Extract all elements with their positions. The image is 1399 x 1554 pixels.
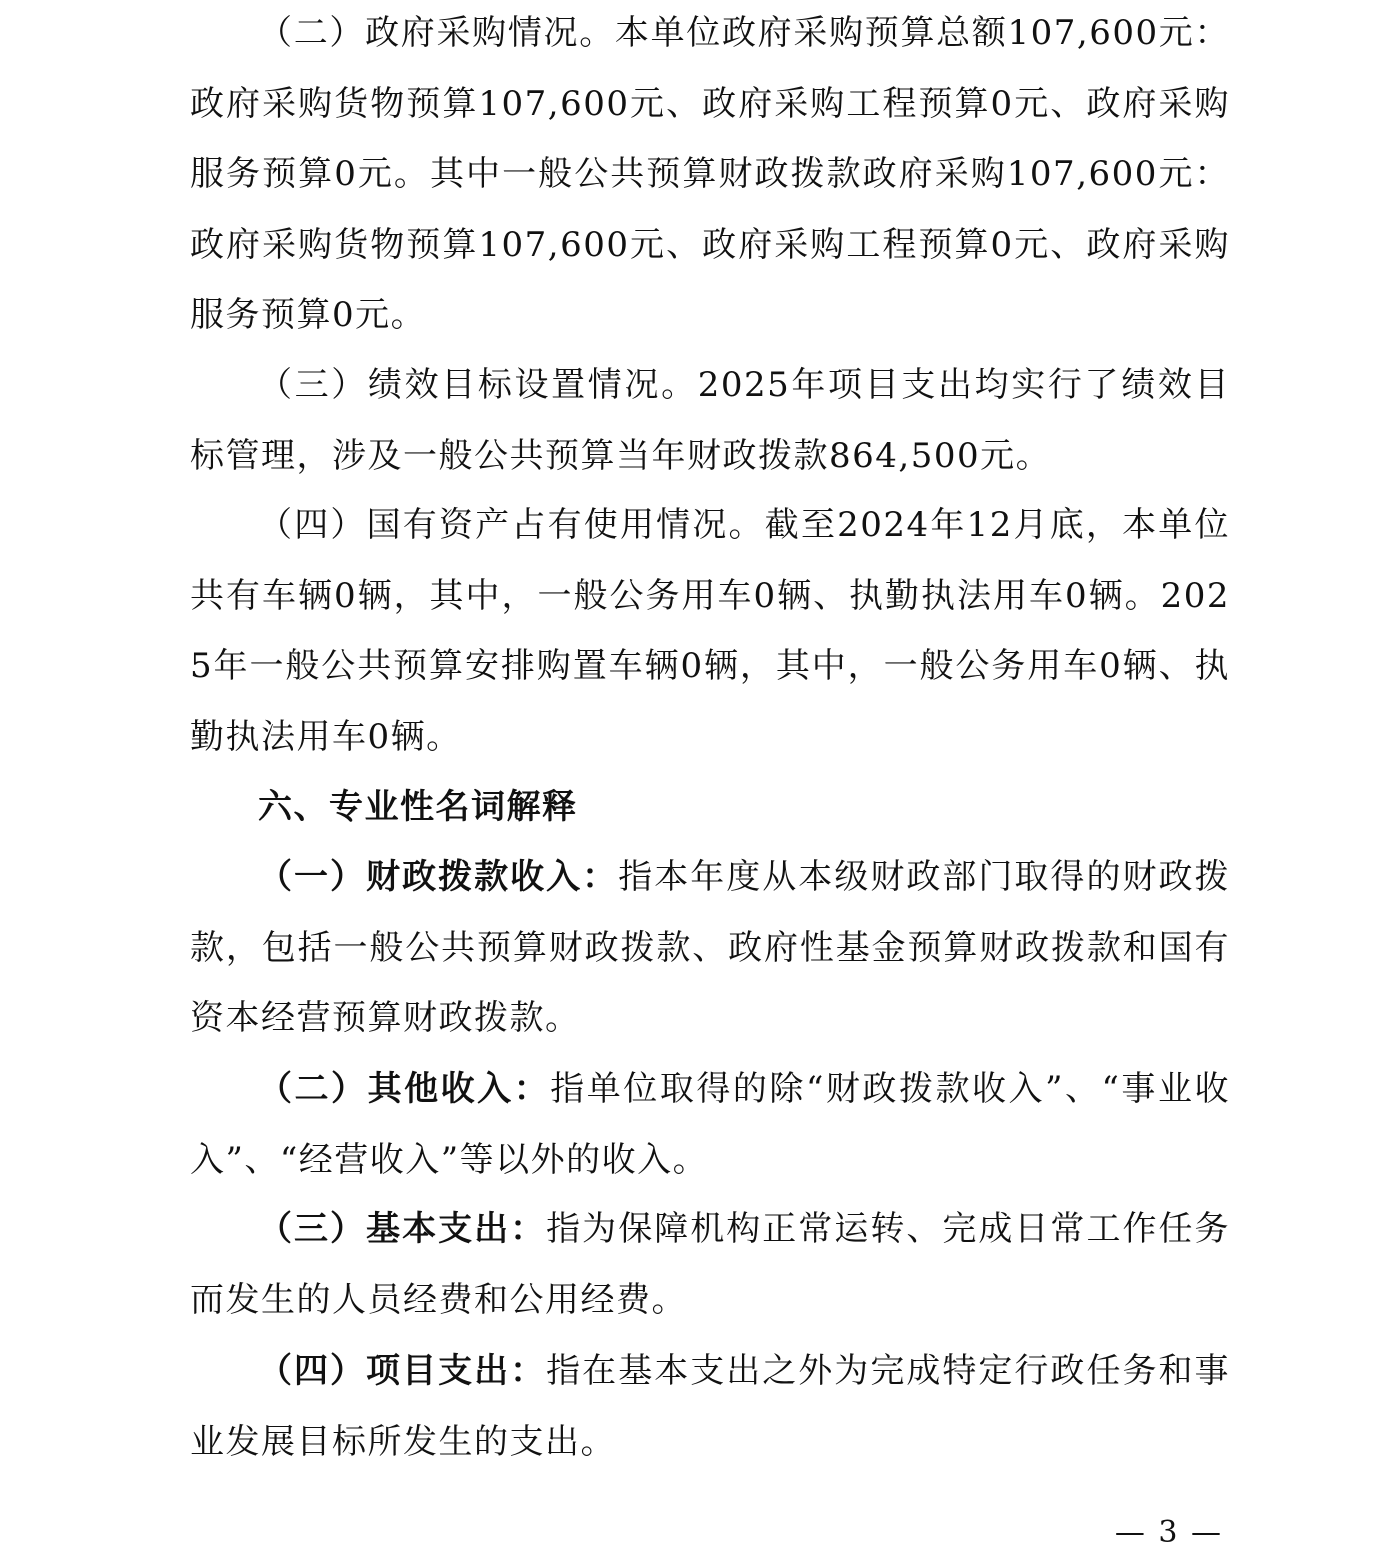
definition-term: （四）项目支出： [258,1351,547,1391]
paragraph-performance-targets [190,350,1230,491]
definition-text: 指单位取得的除“财政拨款收入”、“事业收入”、“经营收入”等以外的收入。 [190,1069,1230,1180]
paragraph-lead: （三）绩效目标设置情况。 [258,365,698,405]
paragraph-state-assets [190,490,1230,772]
paragraph-body: 2025年项目支出均实行了绩效目标管理，涉及一般公共预算当年财政拨款864,500元。 [190,365,1230,476]
paragraph-body: 本单位政府采购预算总额107,600元：政府采购货物预算107,600元、政府采购工程预算0元、政府采购服务预算0元。其中一般公共预算财政拨款政府采购107,600元：政府采购货物预算107,600元、政府采购工程预算0元、政府采购服务预算0元。 [190,13,1231,335]
definition-text: 指为保障机构正常运转、完成日常工作任务而发生的人员经费和公用经费。 [190,1209,1231,1320]
definition-project-expenditure [190,1336,1230,1477]
definition-other-income [190,1054,1230,1195]
definition-text: 指本年度从本级财政部门取得的财政拨款，包括一般公共预算财政拨款、政府性基金预算财政拨款和国有资本经营预算财政拨款。 [190,857,1231,1038]
paragraph-lead: （四）国有资产占有使用情况。 [258,505,765,545]
definition-term: （二）其他收入： [258,1069,551,1109]
page-number: — 3 — [1114,1515,1223,1550]
paragraph-lead: （二）政府采购情况。 [258,13,615,53]
definition-fiscal-appropriation-income [190,842,1230,1054]
paragraph-government-procurement [190,0,1230,351]
definition-text: 指在基本支出之外为完成特定行政任务和事业发展目标所发生的支出。 [190,1351,1231,1462]
paragraph-body: 截至2024年12月底，本单位共有车辆0辆，其中，一般公务用车0辆、执勤执法用车0辆。2025年一般公共预算安排购置车辆0辆，其中，一般公务用车0辆、执勤执法用车0辆。 [190,505,1231,757]
definition-term: （一）财政拨款收入： [258,857,619,897]
section-heading: 六、专业性名词解释 [258,787,578,827]
definition-term: （三）基本支出： [258,1209,547,1249]
definition-basic-expenditure [190,1194,1230,1335]
